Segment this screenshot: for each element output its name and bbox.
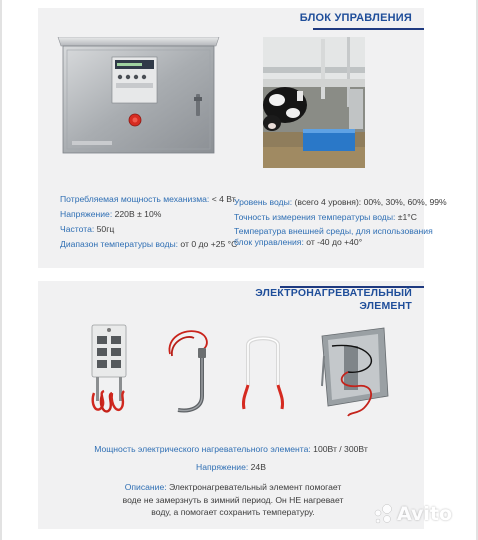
heating-voltage-value: 24В — [248, 462, 266, 472]
spec-ambient-temperature-line1 — [234, 226, 433, 237]
spec-value: от 0 до +25 °C — [178, 239, 238, 249]
spec-label: Температура внешней среды, для использования — [234, 226, 433, 236]
heating-element-title-line1: ЭЛЕКТРОНАГРЕВАТЕЛЬНЫЙ — [255, 287, 412, 299]
spec-value: 220В ± 10% — [112, 209, 162, 219]
description-label: Описание: — [124, 482, 167, 492]
spec-value: от -40 до +40° — [303, 237, 363, 247]
spec-ambient-temperature-line2 — [234, 237, 362, 248]
heating-power-value: 100Вт / 300Вт — [310, 444, 368, 454]
heating-element-title — [255, 287, 412, 313]
heating-element-title-line2: ЭЛЕМЕНТ — [359, 300, 412, 312]
spec-label: Частота: — [60, 224, 95, 234]
spec-water-level — [234, 197, 447, 208]
heating-element-panel — [38, 281, 424, 529]
heating-power-label: Мощность электрического нагревательного элемента: — [94, 444, 311, 454]
heating-element-tube-image — [238, 333, 288, 413]
spec-value: 50гц — [94, 224, 115, 234]
avito-watermark — [372, 499, 472, 529]
spec-temperature-accuracy — [234, 212, 417, 223]
heating-voltage-label: Напряжение: — [196, 462, 249, 472]
description-text-1: Электронагревательный элемент помогает — [166, 482, 342, 492]
heating-element-power — [38, 443, 424, 455]
control-cabinet-image — [56, 37, 221, 155]
heating-element-voltage — [38, 461, 424, 473]
heating-element-rod-image — [164, 326, 216, 418]
spec-label: Точность измерения температуры воды: — [234, 212, 396, 222]
spec-label: Напряжение: — [60, 209, 113, 219]
spec-label: Уровень воды: — [234, 197, 293, 207]
spec-value: ±1°C — [395, 212, 417, 222]
spec-water-temperature-range — [60, 239, 237, 250]
spec-voltage — [60, 209, 161, 220]
spec-label: Потребляемая мощность механизма: — [60, 194, 210, 204]
control-block-panel — [38, 8, 447, 268]
spec-power-consumption — [60, 194, 236, 205]
control-block-title: БЛОК УПРАВЛЕНИЯ — [299, 12, 412, 24]
avito-watermark-text: Avito — [397, 503, 453, 525]
spec-label: Диапазон температуры воды: — [60, 239, 179, 249]
spec-value: < 4 Вт — [209, 194, 236, 204]
heating-element-tray-image — [318, 326, 392, 418]
avito-dots-icon — [372, 503, 394, 525]
control-block-title-bar — [313, 28, 424, 30]
description-line-2: воде не замерзнуть в зимний период. Он НЕ нагревает — [122, 494, 344, 505]
cows-photo-image — [263, 37, 365, 168]
spec-value: (всего 4 уровня): 00%, 30%, 60%, 99% — [292, 197, 447, 207]
page-border-left — [0, 0, 2, 540]
description-line-3: воду, а помогает сохранить температуру. — [151, 507, 315, 517]
heating-element-description — [98, 481, 368, 519]
spec-frequency — [60, 224, 114, 235]
description-line-1 — [98, 481, 368, 494]
heating-element-block-image — [88, 323, 130, 418]
spec-label: блок управления: — [234, 237, 304, 247]
